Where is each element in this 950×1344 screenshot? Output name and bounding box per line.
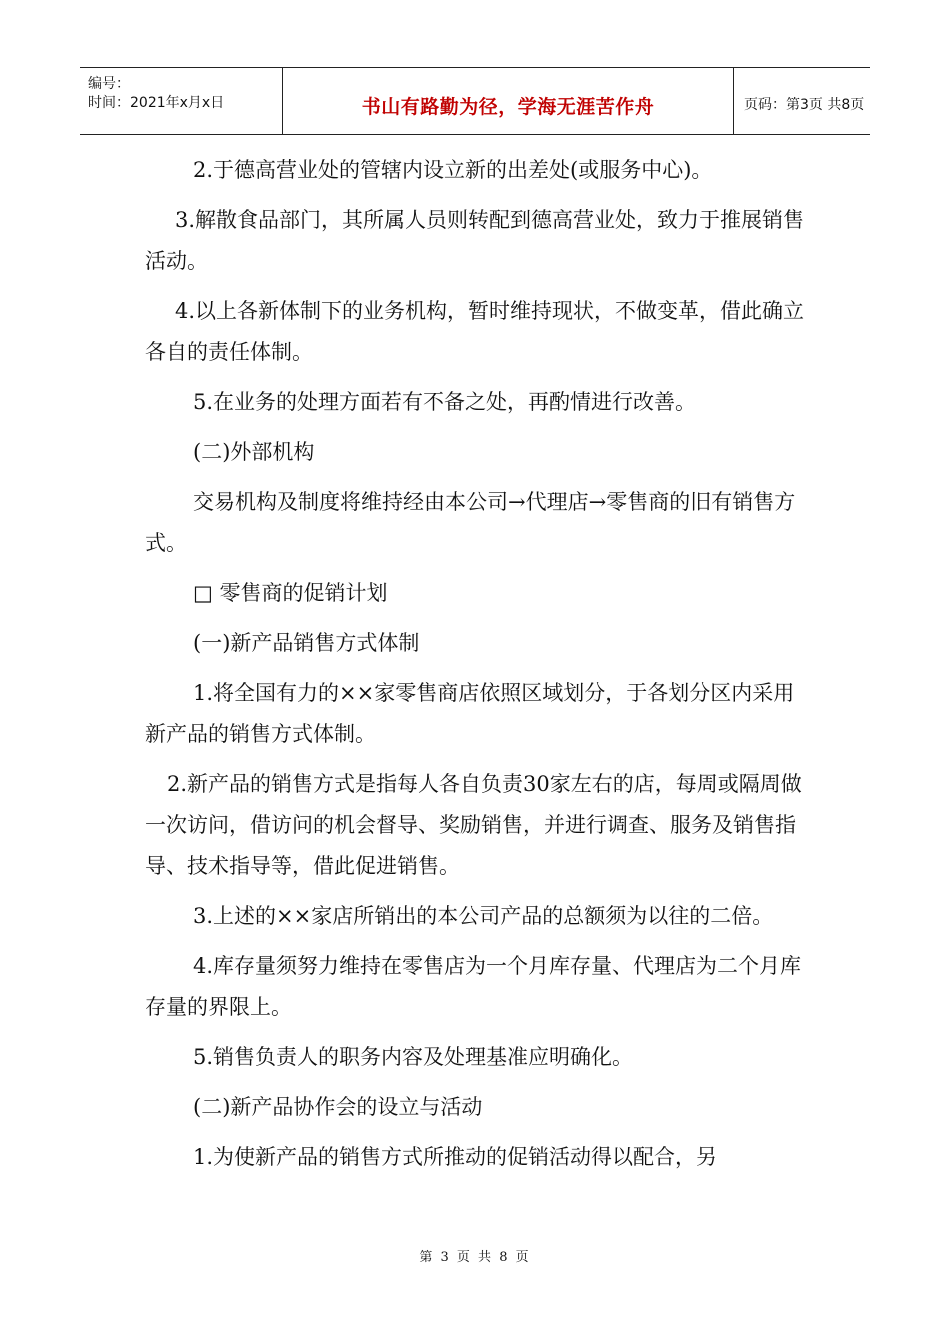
document-date-label: 时间：2021年x月x日 [88,95,225,111]
document-number-label: 编号： [88,76,130,92]
body-paragraph: (一)新产品销售方式体制 [193,631,420,655]
body-paragraph: 1.为使新产品的销售方式所推动的促销活动得以配合，另 [193,1145,718,1169]
body-paragraph: 5.在业务的处理方面若有不备之处，再酌情进行改善。 [193,390,697,414]
body-paragraph: 1.将全国有力的××家零售商店依照区域划分，于各划分区内采用新产品的销售方式体制。 [145,681,795,746]
body-paragraph: 3.上述的××家店所销出的本公司产品的总额须为以往的二倍。 [193,904,774,928]
header-meta-cell [80,68,282,134]
body-paragraph: 3.解散食品部门，其所属人员则转配到德高营业处，致力于推展销售活动。 [145,208,805,273]
body-paragraph: 2.新产品的销售方式是指每人各自负责30家左右的店，每周或隔周做一次访问，借访问的机会督导、奖励销售，并进行调查、服务及销售指导、技术指导等，借此促进销售。 [145,772,802,878]
page-footer: 第 3 页 共 8 页 [419,1250,531,1265]
body-paragraph: (二)新产品协作会的设立与活动 [193,1095,483,1119]
body-paragraph: □ 零售商的促销计划 [193,581,388,605]
header-motto-cell [282,68,734,134]
document-body [145,150,815,1187]
body-paragraph: (二)外部机构 [193,440,315,464]
body-paragraph: 交易机构及制度将维持经由本公司→代理店→零售商的旧有销售方式。 [145,490,796,555]
header-page-code: 页码：第3页 共8页 [744,97,865,113]
header-motto: 书山有路勤为径，学海无涯苦作舟 [361,96,655,118]
page-header [80,67,870,135]
body-paragraph: 5.销售负责人的职务内容及处理基准应明确化。 [193,1045,634,1069]
body-paragraph: 4.以上各新体制下的业务机构，暂时维持现状，不做变革，借此确立各自的责任体制。 [145,299,805,364]
header-page-cell [734,68,870,134]
body-paragraph: 4.库存量须努力维持在零售店为一个月库存量、代理店为二个月库存量的界限上。 [145,954,802,1019]
body-paragraph: 2.于德高营业处的管辖内设立新的出差处(或服务中心)。 [193,158,713,182]
